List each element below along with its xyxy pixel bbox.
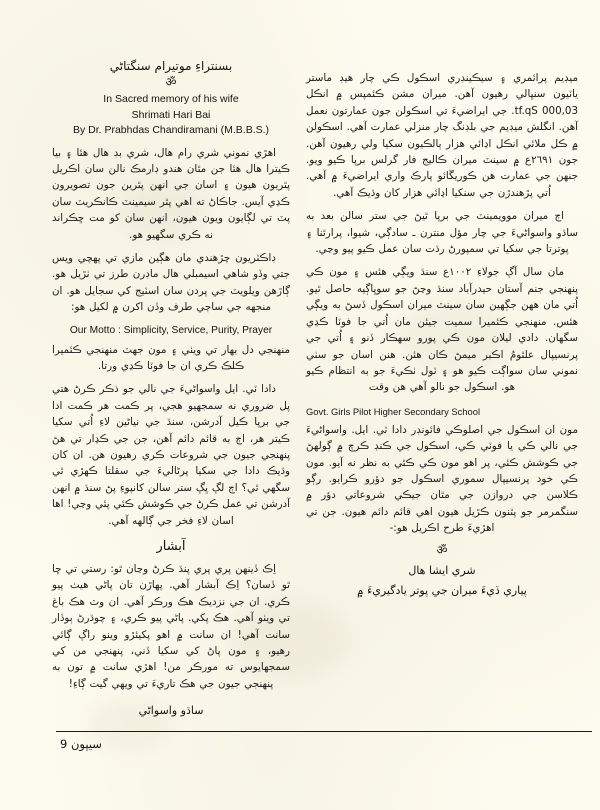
right-closing-paragraph: مون ان اسڪول جي اصلوڪي فائونڊر دادا ٽي. ايل. واسواڻيءَ جي نالي ڪي يا فوٽي ڪي، اسڪول جي ڪنڊ ڪرچ ۾ ڳولهڻ جي ڪوشش ڪئي، پر اهو مون ڪي ڪٿي به نظر نه آيو. مون ڪي خود پرنسيپال سموري اسڪول جو دؤرو ڪرايو. رڳو ڪلاسن جي دروازن جي مٿان جيڪي شروعاتي دؤر ۾ سنگمرمر جو پٿنون ڪڙيل هيون اهي قائم دائم هيون. جن تي اهڙيءَ طرح اڪريل هو:- xyxy=(306,423,578,535)
om-symbol-icon: ॐ xyxy=(165,75,177,89)
two-column-body xyxy=(0,58,600,718)
left-column xyxy=(0,58,300,718)
om-symbol-icon-right: ॐ xyxy=(436,542,448,557)
dedication-sindhi-title: بسنتراءِ موتيرام سنگتاڻي xyxy=(109,59,233,73)
abshaar-heading: آبشار xyxy=(156,539,186,555)
right-paragraph-2: اڄ ميران موويمينٽ جي برپا ٿيڻ جي ستر سالن بعد به ساڌو واسواڻيءَ جي چار مؤل منترن ـ سادڳي، شيوا، پرارٿنا ۽ پوترتا جي سکيا تي سمپورڻ رڌت سان عمل ڪيو پيو وڃي. xyxy=(306,210,578,256)
dedication-line-1: In Sacred memory of his wife xyxy=(103,93,239,105)
left-paragraph-3: منهنجي دل بهار تي ويٺي ۽ مون جهٽ منهنجي ڪئميرا ڪلڪ ڪري ان جا فوٽا ڪڍي ورتا. xyxy=(52,343,290,372)
left-paragraph-4: دادا ٽي. ايل واسواڻيءَ جي نالي جو ذڪر ڪرڻ هتي پل ضروري نه سمجهيو هجي، پر ڪمت هر ڪمت ادا جي برپا ڪيل آدرشن، سنڌ جي نياڻين لاءِ اُتي سکيا ڪيتر هر، اڄ به قائم دائم آهن، جن جي ڪڍار تي هڻ پنهنجي جيون جي شروعات ڪري رهيون هن. ان کان وڌيڪ دادا جي سکيا پرڻاليءَ جي سقلتا ڪهڙي ٿي سگهي ٿي؟ اڄ لڳ ڀڳ ستر سالن کانپوءِ پڻ سنڌ ۾ انهن آدرشن تي عمل ڪرڻ جي ڪوشش ڪئي پئي وڃي! اها اسان لاءِ فخر جي ڳالهه آهي. xyxy=(52,383,290,527)
right-column xyxy=(300,58,600,708)
footer-divider xyxy=(56,731,592,732)
school-name-label: Govt. Girls Pilot Higher Secondary School xyxy=(306,405,481,417)
memorial-sign-line-1: شري ايشا هال xyxy=(408,563,476,577)
page-folio: سيپون 9 xyxy=(60,737,102,751)
left-column-signature: ساڌو واسواڻي xyxy=(138,704,204,718)
abshaar-paragraph: اِڪ ڏينهن پري پري پنڌ ڪرڻ وڃان ٿو: رستي تي ڇا ٿو ڏسان؟ اِڪ آبشار آهي. پهاڙن تان پاڻي هيٺ پيو ڪري. ان جي نزديڪ هڪ ورڪر آهي. ان وٽ هڪ باغ تي ويٺو آهي. هڪ پکي. پاڻي پيو ڪري، ۽ چوڌرڻ ٻوڏار سانت آهي! ان سانت ۾ اهو پکيئڙو وينو راڳ ڳائي رهيو، ۽ مون پاڻ کي سکيا ڏني، پنهنجي من کي سمجهايوس ته مورڪر من! اهڙي سانت ۾ تون به پنهنجي جيون جي هڪ تاريءَ تي ويهي گيت ڳاءِ! xyxy=(52,563,290,690)
right-paragraph-1: ميڊيم پرائمري ۽ سيڪينڊري اسڪول ڪي چار هيڊ ماستر ياٽيون سنڀالي رهيون آهن. ميران مشن ڪئمپس ۾ انڪل 30,000 Sq.ft. جي ايراضيءَ تي اسڪولن جون عمارتون نعمل آهن. انگلش ميڊيم جي بلڊنگ چار منزلي عمارت آهي. اسڪولن ۾ ڪل ملائي انڪل اڍائي هزار ٻالڪيون سکيا ولي رهيون آهن. جون ١٩٦٢ع ۾ سينٽ ميران ڪاليج فار گرلس برپا ڪيو ويو. جنهن جي عمارت هن ڪوريڱائو پارڪ واري ايراضيءَ ۾ آهي. اُتي پڙهندڙن جي سنکيا اڍائي هزار کان وڌيڪ آهي. xyxy=(306,72,578,199)
memorial-sign-line-2: پياري ڏيءَ ميران جي پوتر يادگيريءَ ۾ xyxy=(357,583,527,597)
dedication-line-2: Shrimati Hari Bai xyxy=(131,108,211,121)
left-paragraph-1: اهڙي نموني شري رام هال، شري بڊ هال هئا ۽ بيا ڪيترا هال هئا جن مٿان هندو ڊارمڪ نالن سان اڪريل پٿريون هيون ۽ اسان جي انهن پٿرين جون تصويرون ڪڍي آيس. جاڪاڻ ته اهي پٿر سيمينٽ ڪانڪريٽ سان پٽ تي لڳايون ويون هيون، انهن سان کو مت ڇڪراند نه ڪري سگهيو هو. xyxy=(52,146,290,241)
right-paragraph-3: مان سال آڳ جولاءِ ٢٠٠١ع سنڌ ويڳي هئس ۽ مون ڪي پنهنجي جنم آستان حيدرآباد سنڌ وڃڻ جو سوڀاڳيه حاصل ٿيو. اُتي مان ههن جڳهين سان سينٽ ميران اسڪول ڏسڻ به ويڳي هئس. منهنجي ڪئميرا سميت جيئن مان اُتي جا فوٽا ڪڍي سگهان. دادي ليلان مون ڪي پورو سهڪار ڏنو ۽ اُتي جي پرنسيپال علٿومُ اڪبر ميمڻ ڪان هئن. هنن اسان جو سٺي نموني سان سواڳت ڪيو هو ۽ ٽول ٺڪيءَ جو به انتظام ڪيو هو. اسڪول جو نالو آهي هن وقت xyxy=(306,266,578,394)
our-motto-line: Our Motto : Simplicity, Service, Purity, Prayer xyxy=(69,324,273,336)
left-paragraph-2: ڊاڪٽريون چڙهندي مان هڳين مازي تي پهچي ويس جتي وڏو شاهي اسيمبلي هال ماڊرن طرز تي ٺڙيل هو. ڳاڙهن ويلويٽ جي پردن سان اسٽيج کي سجايل هو. ان منجهه جي ساڄي طرف وڏن اکرن ۾ لکيل هو: xyxy=(52,251,290,314)
dedication-line-3: By Dr. Prabhdas Chandiramani (M.B.B.S.) xyxy=(72,124,270,136)
